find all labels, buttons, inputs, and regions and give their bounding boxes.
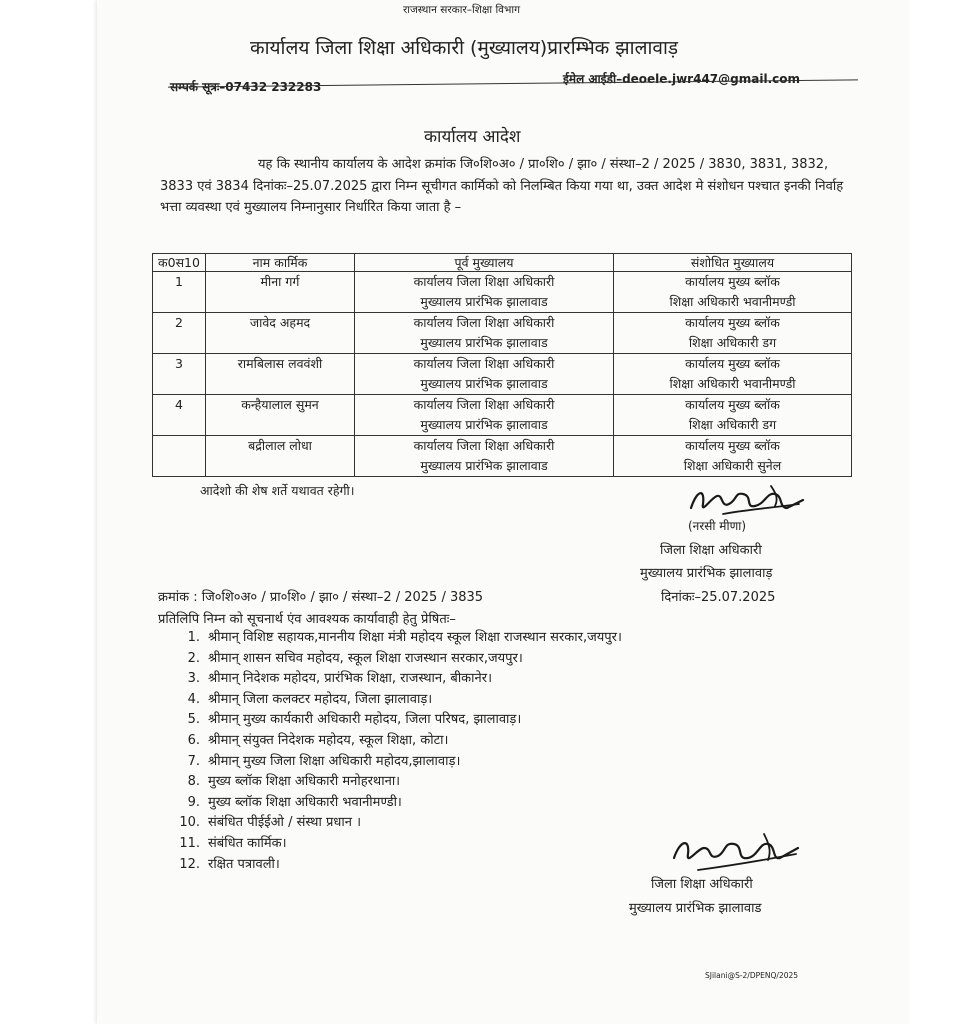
previous-hq-cell: कार्यालय जिला शिक्षा अधिकारी मुख्यालय प्रारंभिक झालावाड bbox=[355, 395, 614, 436]
copy-list bbox=[178, 628, 622, 875]
remark-text: आदेशो की शेष शर्ते यथावत रहेगी। bbox=[200, 483, 355, 498]
previous-hq-cell: कार्यालय जिला शिक्षा अधिकारी मुख्यालय प्रारंभिक झालावाड bbox=[355, 436, 614, 477]
contact-phone: सम्पर्क सूत्रः–07432 232283 bbox=[170, 80, 322, 94]
table-row bbox=[153, 354, 852, 395]
department-header: राजस्थान सरकार–शिक्षा विभाग bbox=[403, 4, 521, 16]
header-previous-hq: पूर्व मुख्यालय bbox=[355, 254, 614, 272]
list-item: 3. श्रीमान् निदेशक महोदय, प्रारंभिक शिक्षा, राजस्थान, बीकानेर। bbox=[187, 671, 492, 687]
list-item: 12. रक्षित पत्रावली। bbox=[179, 856, 280, 872]
name-cell: मीना गर्ग bbox=[206, 272, 355, 313]
table-row bbox=[153, 436, 852, 477]
list-item: 4. श्रीमान् जिला कलक्टर महोदय, जिला झालावाड़। bbox=[187, 691, 433, 707]
copy-heading: प्रतिलिपि निम्न को सूचनार्थ एंव आवश्यक कार्यावाही हेतु प्रेषितः– bbox=[158, 612, 456, 627]
list-item: 7. श्रीमान् मुख्य जिला शिक्षा अधिकारी महोदय,झालावाड़। bbox=[187, 753, 461, 769]
signatory2-office: मुख्यालय प्रारंभिक झालावाड bbox=[629, 901, 762, 916]
header-name: नाम कार्मिक bbox=[206, 254, 355, 272]
header-serial: क0स10 bbox=[153, 254, 206, 272]
signature-icon bbox=[668, 830, 808, 878]
revised-hq-cell: कार्यालय मुख्य ब्लॉक शिक्षा अधिकारी भवानीमण्डी bbox=[614, 272, 852, 313]
signatory-title: जिला शिक्षा अधिकारी bbox=[660, 543, 762, 558]
order-paragraph bbox=[160, 154, 845, 219]
reference-number: क्रमांक : जि०शि०अ० / प्रा०शि० / झा० / संस्था–2 / 2025 / 3835 bbox=[158, 590, 484, 605]
order-paragraph-line1: यह कि स्थानीय कार्यालय के आदेश क्रमांक जि०शि०अ० / प्रा०शि० / झा० / संस्था–2 / 2025 bbox=[258, 157, 696, 172]
contact-email: ईमेल आईडी–deoele.jwr447@gmail.com bbox=[563, 72, 800, 86]
signatory-name: (नरसी मीणा) bbox=[688, 519, 747, 533]
serial-cell: 2 bbox=[153, 313, 206, 354]
name-cell: रामबिलास लववंशी bbox=[206, 354, 355, 395]
previous-hq-cell: कार्यालय जिला शिक्षा अधिकारी मुख्यालय प्रारंभिक झालावाड bbox=[355, 354, 614, 395]
serial-cell bbox=[153, 436, 206, 477]
table-row bbox=[153, 313, 852, 354]
serial-cell: 4 bbox=[153, 395, 206, 436]
staff-table bbox=[152, 253, 852, 477]
footer-code: SJilani@S-2/DPENQ/2025 bbox=[705, 971, 799, 980]
signatory2-title: जिला शिक्षा अधिकारी bbox=[651, 877, 753, 892]
list-item: 10. संबंधित पीईईओ / संस्था प्रधान । bbox=[179, 815, 362, 831]
list-item: 9. मुख्य ब्लॉक शिक्षा अधिकारी भवानीमण्डी। bbox=[187, 794, 402, 810]
list-item: 1. श्रीमान् विशिष्ट सहायक,माननीय शिक्षा मंत्री महोदय स्कूल शिक्षा राजस्थान सरकार,जयपुर। bbox=[187, 630, 622, 645]
name-cell: जावेद अहमद bbox=[206, 313, 355, 354]
office-title: कार्यालय जिला शिक्षा अधिकारी (मुख्यालय)प्रारम्भिक झालावाड़ bbox=[250, 37, 679, 59]
order-title: कार्यालय आदेश bbox=[424, 127, 521, 147]
header-revised-hq: संशोधित मुख्यालय bbox=[614, 254, 852, 272]
signatory-office: मुख्यालय प्रारंभिक झालावाड़ bbox=[640, 566, 773, 581]
table-row bbox=[153, 395, 852, 436]
list-item: 11. संबंधित कार्मिक। bbox=[179, 835, 287, 851]
serial-cell: 3 bbox=[153, 354, 206, 395]
list-item: 6. श्रीमान् संयुक्त निदेशक महोदय, स्कूल शिक्षा, कोटा। bbox=[187, 732, 449, 748]
revised-hq-cell: कार्यालय मुख्य ब्लॉक शिक्षा अधिकारी डग bbox=[614, 395, 852, 436]
previous-hq-cell: कार्यालय जिला शिक्षा अधिकारी मुख्यालय प्रारंभिक झालावाड bbox=[355, 313, 614, 354]
revised-hq-cell: कार्यालय मुख्य ब्लॉक शिक्षा अधिकारी सुनेल bbox=[614, 436, 852, 477]
list-item: 8. मुख्य ब्लॉक शिक्षा अधिकारी मनोहरथाना। bbox=[187, 774, 401, 790]
table-row bbox=[153, 272, 852, 313]
previous-hq-cell: कार्यालय जिला शिक्षा अधिकारी मुख्यालय प्रारंभिक झालावाड bbox=[355, 272, 614, 313]
revised-hq-cell: कार्यालय मुख्य ब्लॉक शिक्षा अधिकारी डग bbox=[614, 313, 852, 354]
order-paragraph-rest: / 3830, 3831, 3832, 3833 एवं 3834 दिनांकः–25.07.2025 द्वारा निम्न सूचीगत कार्मिको को निलम्बित किया गया था, उक्त आदेश मे संशोधन पश्चात इनकी निर्वाह भत्ता व्यवस्था एवं मुख्यालय निम्नानुसार निर्धारित किया जाता है – bbox=[160, 157, 844, 215]
name-cell: बद्रीलाल लोधा bbox=[206, 436, 355, 477]
table-header-row bbox=[153, 254, 852, 272]
list-item: 5. श्रीमान् मुख्य कार्यकारी अधिकारी महोदय, जिला परिषद, झालावाड़। bbox=[187, 712, 522, 728]
serial-cell: 1 bbox=[153, 272, 206, 313]
list-item: 2. श्रीमान् शासन सचिव महोदय, स्कूल शिक्षा राजस्थान सरकार,जयपुर। bbox=[187, 650, 523, 666]
revised-hq-cell: कार्यालय मुख्य ब्लॉक शिक्षा अधिकारी भवानीमण्डी bbox=[614, 354, 852, 395]
reference-date: दिनांकः–25.07.2025 bbox=[661, 590, 776, 605]
name-cell: कन्हैयालाल सुमन bbox=[206, 395, 355, 436]
